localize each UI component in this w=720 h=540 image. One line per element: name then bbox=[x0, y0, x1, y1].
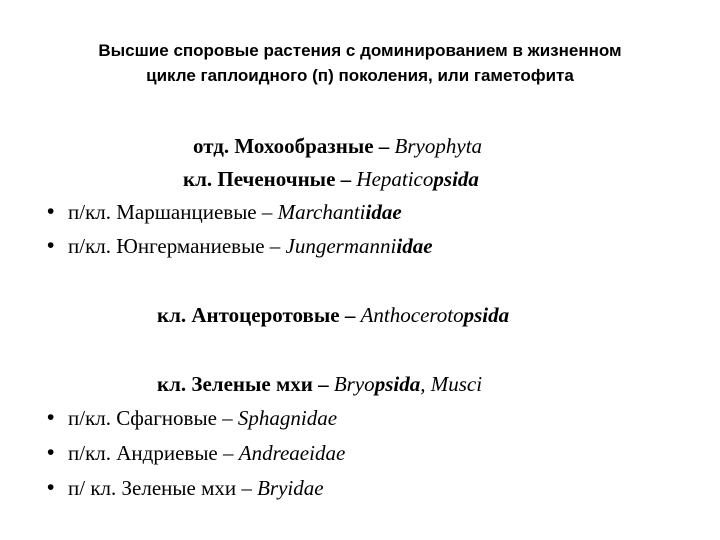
slide-title bbox=[0, 38, 720, 88]
taxon-rank-name: отд. Мохообразные – bbox=[193, 134, 395, 158]
taxon-rank-name: п/ кл. Зеленые мхи – bbox=[68, 476, 258, 500]
taxon-rank-name: п/кл. Сфагновые – bbox=[68, 406, 238, 430]
bullet-icon: • bbox=[47, 234, 55, 257]
taxon-latin-name: Bryopsida, Musci bbox=[333, 372, 483, 396]
taxon-latin-name: Jungermanniidae bbox=[285, 234, 433, 258]
taxon-class-hepaticopsida bbox=[183, 166, 479, 192]
taxon-division-bryophyta bbox=[193, 133, 482, 159]
taxon-rank-name: кл. Зеленые мхи – bbox=[157, 372, 334, 396]
taxon-subclass-jungermanniidae bbox=[47, 233, 433, 259]
taxon-subclass-sphagnidae bbox=[47, 405, 338, 431]
taxon-latin-name: Marchantiidae bbox=[277, 200, 402, 224]
bullet-icon: • bbox=[47, 441, 55, 464]
taxon-rank-name: п/кл. Андриевые – bbox=[68, 441, 239, 465]
taxon-subclass-bryidae bbox=[47, 475, 324, 501]
bullet-icon: • bbox=[47, 406, 55, 429]
title-line-2: цикле гаплоидного (п) поколения, или гаметофита bbox=[146, 66, 574, 85]
bullet-icon: • bbox=[47, 200, 55, 223]
taxon-rank-name: кл. Печеночные – bbox=[183, 167, 357, 191]
taxon-subclass-marchantiidae bbox=[47, 199, 402, 225]
taxon-rank-name: кл. Антоцеротовые – bbox=[157, 303, 361, 327]
taxon-latin-name: Bryidae bbox=[257, 476, 324, 500]
taxon-latin-name: Anthocerotopsida bbox=[360, 303, 510, 327]
bullet-icon: • bbox=[47, 476, 55, 499]
title-line-1: Высшие споровые растения с доминированием в жизненном bbox=[98, 41, 622, 60]
taxon-latin-name: Sphagnidae bbox=[237, 406, 338, 430]
taxon-latin-name: Bryophyta bbox=[394, 134, 483, 158]
taxon-latin-name: Hepaticopsida bbox=[356, 167, 479, 191]
taxon-rank-name: п/кл. Маршанциевые – bbox=[68, 200, 278, 224]
taxon-rank-name: п/кл. Юнгерманиевые – bbox=[68, 234, 286, 258]
taxon-class-anthocerotopsida bbox=[157, 302, 509, 328]
taxon-subclass-andreaeidae bbox=[47, 440, 346, 466]
taxon-class-bryopsida bbox=[157, 371, 482, 397]
taxon-latin-name: Andreaeidae bbox=[238, 441, 346, 465]
